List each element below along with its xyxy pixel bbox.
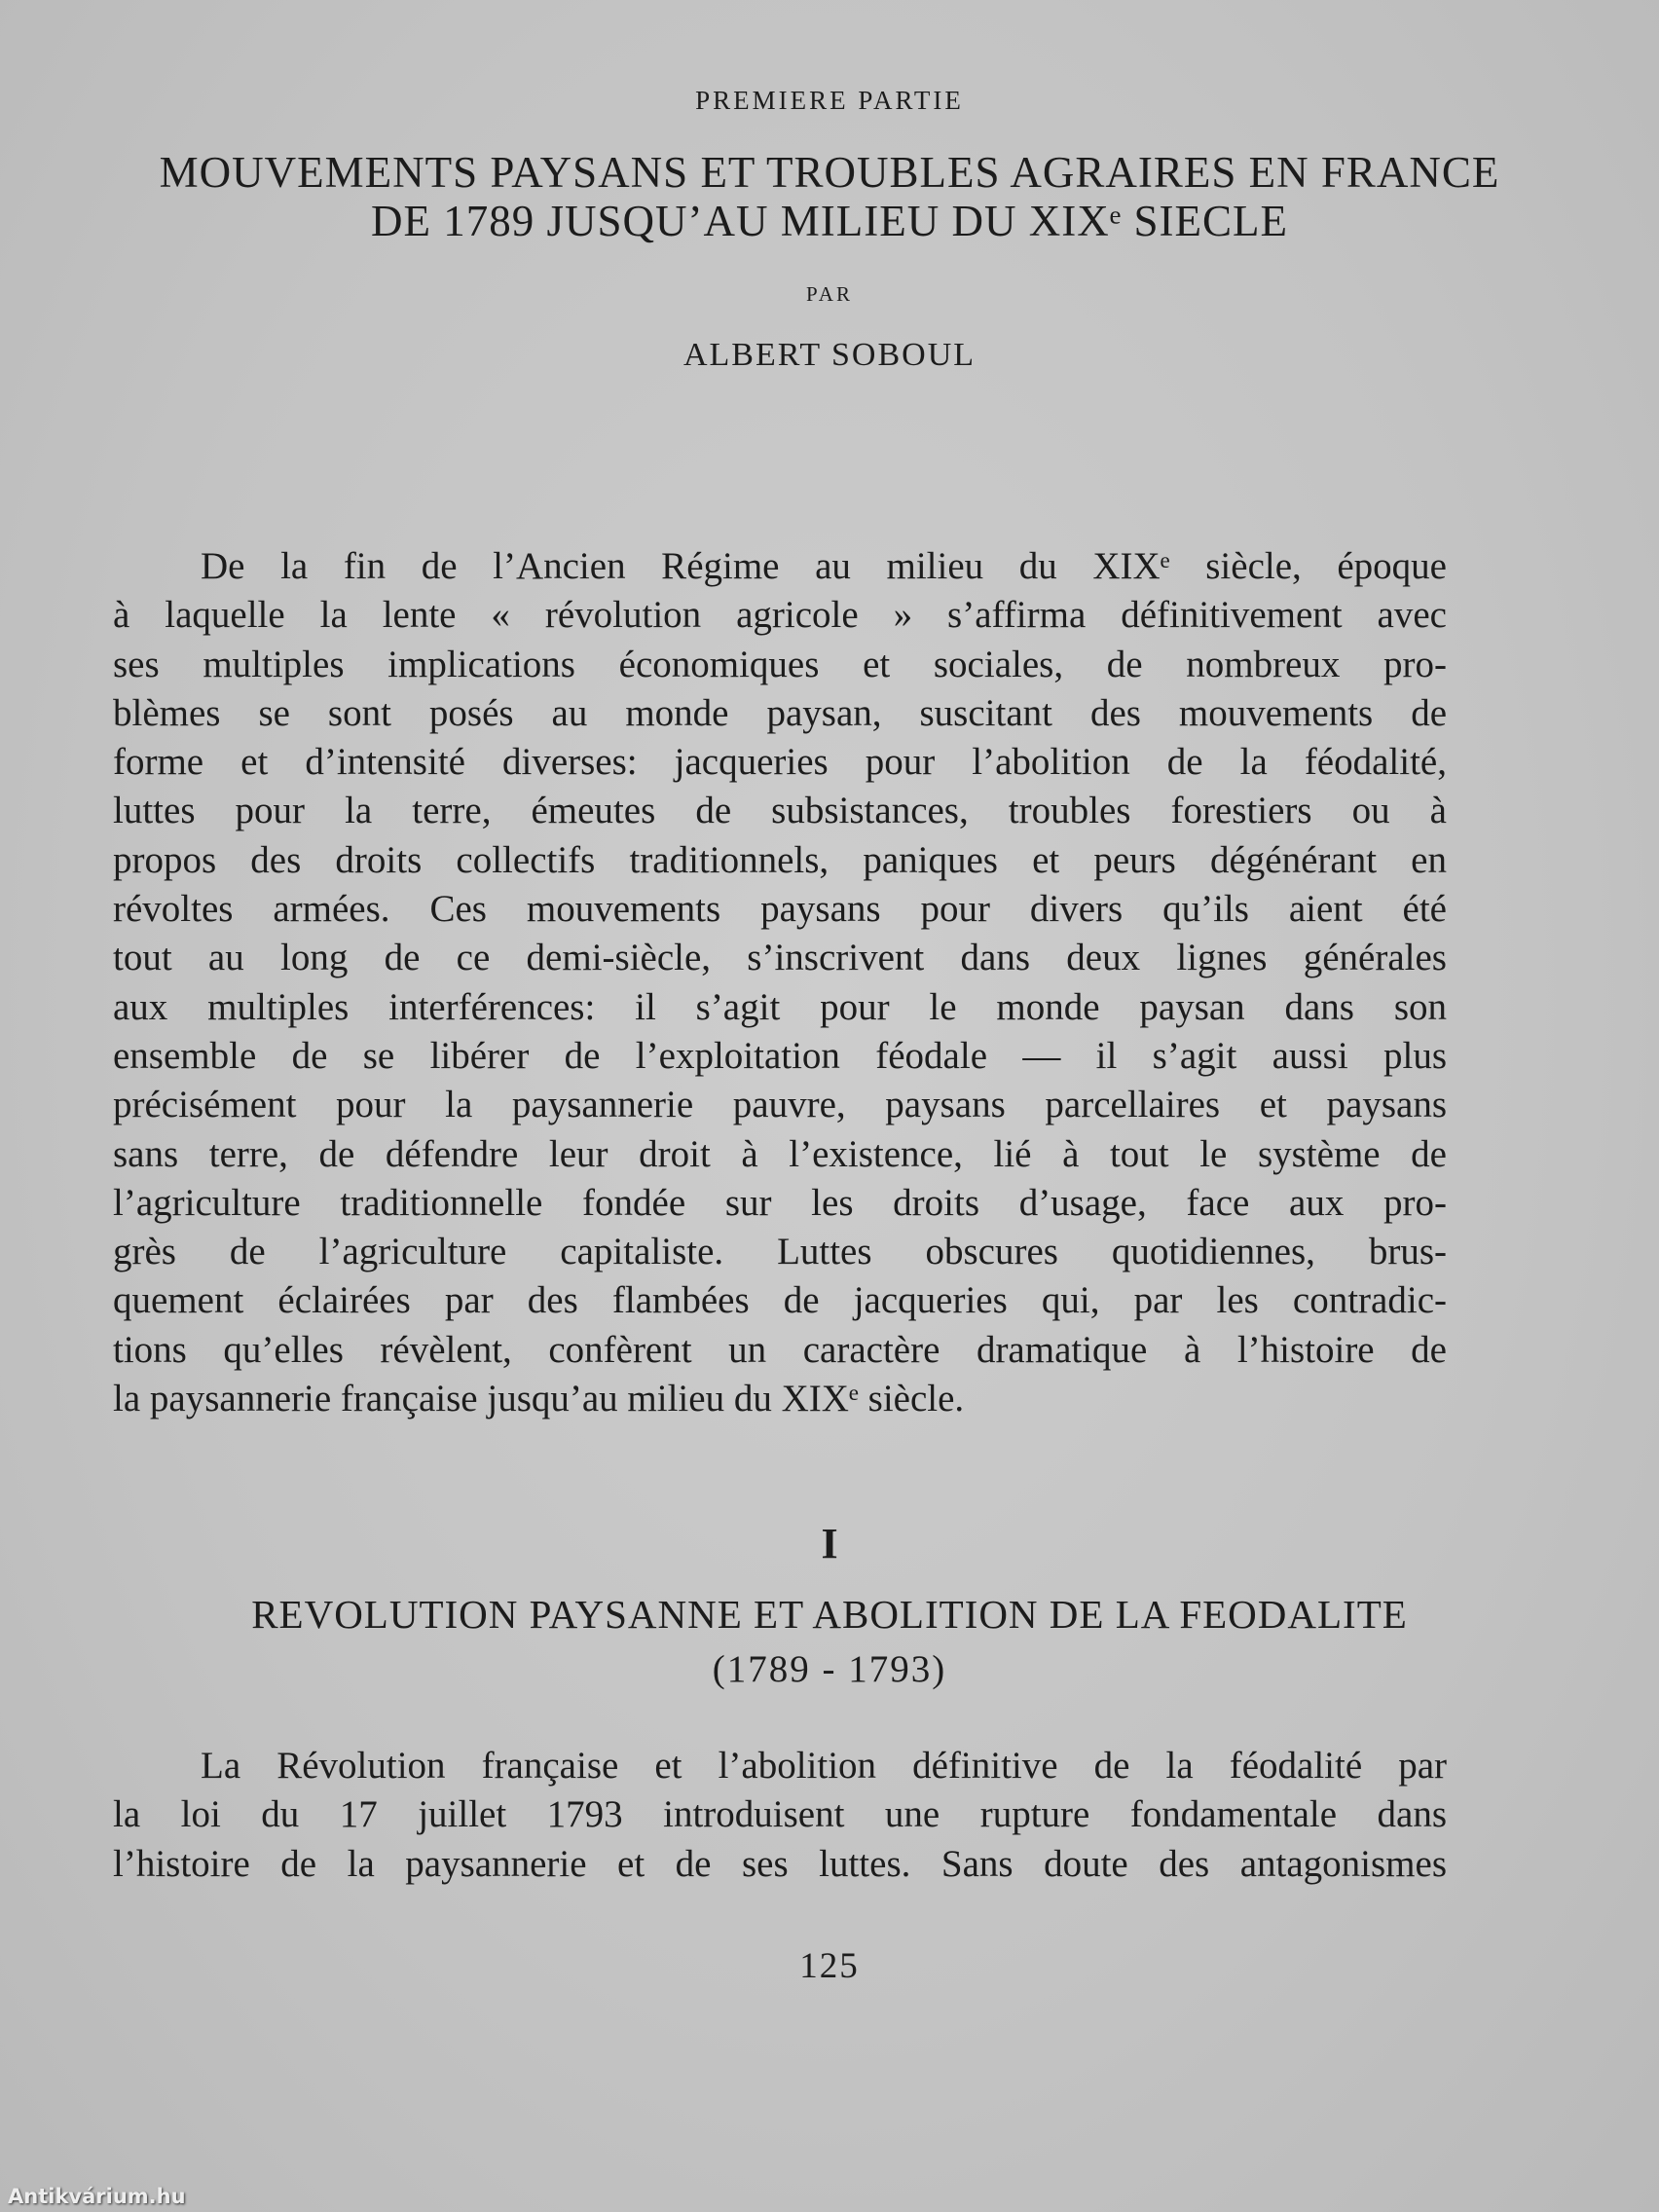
text-line: l’agriculture traditionnelle fondée sur les droits d’usage, face aux pro-	[113, 1181, 1447, 1224]
section-dates: (1789 - 1793)	[712, 1648, 947, 1690]
text-line: quement éclairées par des flambées de jacqueries qui, par les contradic-	[113, 1279, 1447, 1322]
intro-paragraph	[113, 542, 1447, 1423]
part-heading: PREMIERE PARTIE	[695, 86, 964, 115]
text-line: forme et d’intensité diverses: jacqueries pour l’abolition de la féodalité,	[113, 741, 1447, 784]
section-title: REVOLUTION PAYSANNE ET ABOLITION DE LA FEODALITE	[251, 1592, 1408, 1637]
author-name: ALBERT SOBOUL	[682, 337, 977, 373]
text-line: tout au long de ce demi-siècle, s’inscrivent dans deux lignes générales	[113, 937, 1447, 979]
text-line: précisément pour la paysannerie pauvre, paysans parcellaires et paysans	[113, 1084, 1447, 1126]
text-line: aux multiples interférences: il s’agit pour le monde paysan dans son	[113, 985, 1447, 1028]
text-line: tions qu’elles révèlent, confèrent un caractère dramatique à l’histoire de	[113, 1328, 1447, 1371]
text-line: De la fin de l’Ancien Régime au milieu du XIXᵉ siècle, époque	[201, 545, 1447, 587]
text-line: grès de l’agriculture capitaliste. Luttes obscures quotidiennes, brus-	[113, 1231, 1447, 1273]
text-line: la paysannerie française jusqu’au milieu du XIXᵉ siècle.	[113, 1378, 965, 1420]
text-line: blèmes se sont posés au monde paysan, suscitant des mouvements de	[113, 691, 1447, 734]
text-line: sans terre, de défendre leur droit à l’existence, lié à tout le système de	[113, 1132, 1447, 1175]
text-line: ses multiples implications économiques et sociales, de nombreux pro-	[113, 643, 1447, 685]
page-number: 125	[799, 1946, 860, 1986]
text-line: propos des droits collectifs traditionnels, paniques et peurs dégénérant en	[113, 838, 1447, 881]
watermark-logo: Antikvárium.hu	[8, 2185, 186, 2208]
article-title-line-2: DE 1789 JUSQU’AU MILIEU DU XIXᵉ SIECLE	[371, 197, 1288, 245]
text-line: la loi du 17 juillet 1793 introduisent une rupture fondamentale dans	[113, 1793, 1447, 1836]
text-line: à laquelle la lente « révolution agricole » s’affirma définitivement avec	[113, 594, 1447, 637]
text-line: ensemble de se libérer de l’exploitation féodale — il s’agit aussi plus	[113, 1034, 1447, 1077]
text-line: La Révolution française et l’abolition définitive de la féodalité par	[201, 1745, 1447, 1787]
text-line: luttes pour la terre, émeutes de subsistances, troubles forestiers ou à	[113, 790, 1447, 832]
article-title-line-1: MOUVEMENTS PAYSANS ET TROUBLES AGRAIRES EN FRANCE	[159, 148, 1500, 197]
section-number: I	[821, 1520, 838, 1567]
section-paragraph	[113, 1742, 1447, 1889]
text-line: révoltes armées. Ces mouvements paysans pour divers qu’ils aient été	[113, 888, 1447, 931]
text-line: l’histoire de la paysannerie et de ses luttes. Sans doute des antagonismes	[113, 1842, 1447, 1885]
by-label: PAR	[806, 282, 853, 306]
